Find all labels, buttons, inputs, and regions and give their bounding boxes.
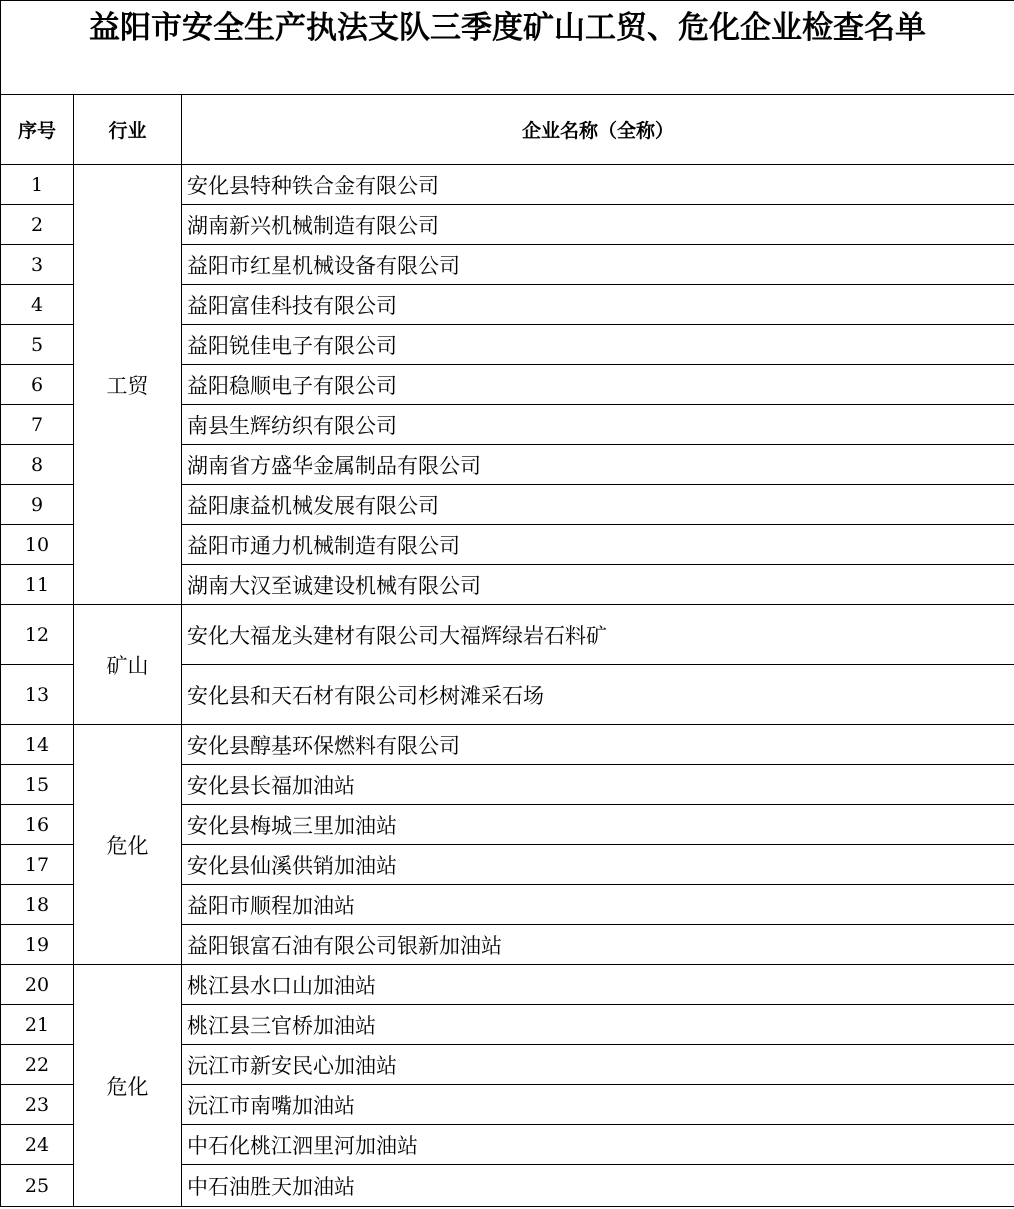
seq-cell: 5 [1, 325, 74, 365]
seq-cell: 8 [1, 445, 74, 485]
seq-cell: 13 [1, 665, 74, 725]
seq-cell: 23 [1, 1085, 74, 1125]
table-row [1, 605, 1014, 665]
seq-cell: 11 [1, 565, 74, 605]
company-name-cell: 益阳康益机械发展有限公司 [182, 485, 1014, 525]
company-name-cell: 益阳市顺程加油站 [182, 885, 1014, 925]
company-name-cell: 安化县醇基环保燃料有限公司 [182, 725, 1014, 765]
seq-cell: 1 [1, 165, 74, 205]
header-row [1, 95, 1014, 165]
column-header-seq: 序号 [1, 95, 74, 165]
company-name-cell: 安化县仙溪供销加油站 [182, 845, 1014, 885]
company-name-cell: 湖南省方盛华金属制品有限公司 [182, 445, 1014, 485]
industry-cell: 工贸 [74, 165, 182, 605]
seq-cell: 19 [1, 925, 74, 965]
industry-cell: 危化 [74, 725, 182, 965]
company-name-cell: 桃江县水口山加油站 [182, 965, 1014, 1005]
company-name-cell: 安化县和天石材有限公司杉树滩采石场 [182, 665, 1014, 725]
company-name-cell: 沅江市南嘴加油站 [182, 1085, 1014, 1125]
seq-cell: 7 [1, 405, 74, 445]
company-name-cell: 益阳银富石油有限公司银新加油站 [182, 925, 1014, 965]
company-name-cell: 益阳锐佳电子有限公司 [182, 325, 1014, 365]
seq-cell: 10 [1, 525, 74, 565]
seq-cell: 25 [1, 1165, 74, 1207]
company-name-cell: 安化县梅城三里加油站 [182, 805, 1014, 845]
seq-cell: 24 [1, 1125, 74, 1165]
seq-cell: 3 [1, 245, 74, 285]
table-row [1, 965, 1014, 1005]
seq-cell: 2 [1, 205, 74, 245]
seq-cell: 12 [1, 605, 74, 665]
table-row [1, 165, 1014, 205]
seq-cell: 15 [1, 765, 74, 805]
seq-cell: 17 [1, 845, 74, 885]
company-name-cell: 安化县特种铁合金有限公司 [182, 165, 1014, 205]
seq-cell: 22 [1, 1045, 74, 1085]
company-name-cell: 安化大福龙头建材有限公司大福辉绿岩石料矿 [182, 605, 1014, 665]
seq-cell: 18 [1, 885, 74, 925]
company-name-cell: 南县生辉纺织有限公司 [182, 405, 1014, 445]
company-name-cell: 安化县长福加油站 [182, 765, 1014, 805]
column-header-industry: 行业 [74, 95, 182, 165]
column-header-name: 企业名称（全称） [182, 95, 1014, 165]
company-name-cell: 桃江县三官桥加油站 [182, 1005, 1014, 1045]
company-name-cell: 沅江市新安民心加油站 [182, 1045, 1014, 1085]
industry-cell: 危化 [74, 965, 182, 1207]
seq-cell: 9 [1, 485, 74, 525]
seq-cell: 20 [1, 965, 74, 1005]
seq-cell: 14 [1, 725, 74, 765]
company-name-cell: 中石油胜天加油站 [182, 1165, 1014, 1207]
company-name-cell: 益阳市红星机械设备有限公司 [182, 245, 1014, 285]
seq-cell: 4 [1, 285, 74, 325]
company-name-cell: 湖南新兴机械制造有限公司 [182, 205, 1014, 245]
company-name-cell: 益阳稳顺电子有限公司 [182, 365, 1014, 405]
company-name-cell: 益阳富佳科技有限公司 [182, 285, 1014, 325]
seq-cell: 21 [1, 1005, 74, 1045]
company-name-cell: 益阳市通力机械制造有限公司 [182, 525, 1014, 565]
document-title: 益阳市安全生产执法支队三季度矿山工贸、危化企业检查名单 [1, 1, 1014, 95]
company-name-cell: 湖南大汉至诚建设机械有限公司 [182, 565, 1014, 605]
seq-cell: 6 [1, 365, 74, 405]
industry-cell: 矿山 [74, 605, 182, 725]
company-name-cell: 中石化桃江泗里河加油站 [182, 1125, 1014, 1165]
table-row [1, 725, 1014, 765]
seq-cell: 16 [1, 805, 74, 845]
